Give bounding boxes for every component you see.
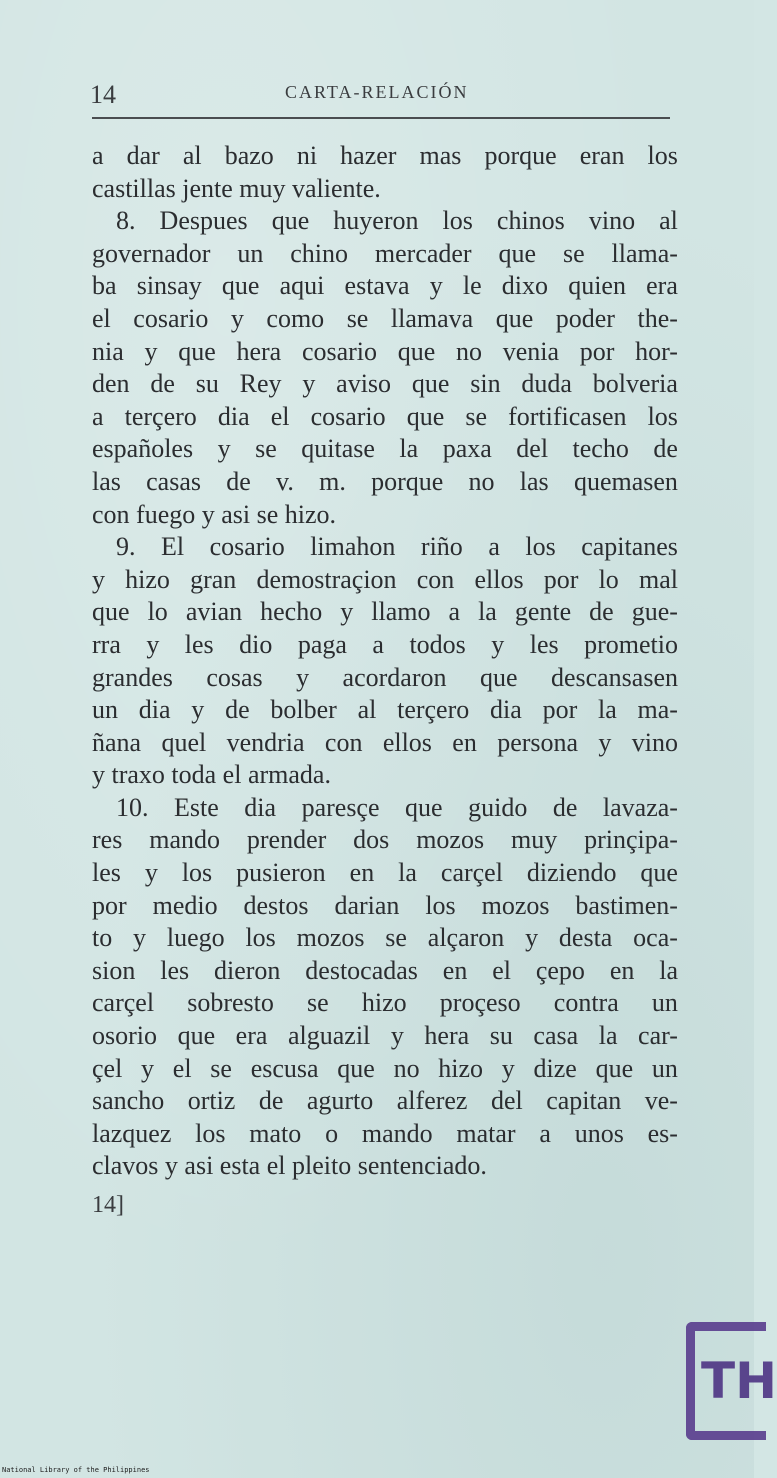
text-line: y traxo toda el armada. <box>92 760 331 790</box>
text-line: çel y el se escusa que no hizo y dize que un <box>92 1053 678 1083</box>
text-line: sion les dieron destocadas en el çepo en la <box>92 955 678 985</box>
text-line: a terçero dia el cosario que se fortificasen los <box>92 401 678 431</box>
text-line: les y los pusieron en la carçel diziendo que <box>92 858 678 888</box>
text-line: ba sinsay que aqui estava y le dixo quien era <box>92 271 678 301</box>
text-line: rra y les dio paga a todos y les prometio <box>92 629 678 659</box>
credit-line: National Library of the Philippines <box>2 1466 150 1474</box>
library-stamp <box>686 1322 777 1440</box>
text-line: osorio que era alguazil y hera su casa la car- <box>92 1021 678 1051</box>
text-line: a dar al bazo ni hazer mas porque eran los <box>92 141 678 170</box>
text-line: 8. Despues que huyeron los chinos vino al <box>116 206 678 236</box>
running-title: CARTA-RELACIÓN <box>285 82 469 102</box>
text-line: carçel sobresto se hizo proçeso contra un <box>92 988 678 1018</box>
text-line: por medio destos darian los mozos bastimen- <box>92 890 678 920</box>
text-line: clavos y asi esta el pleito sentenciado. <box>92 1151 487 1181</box>
text-line: que lo avian hecho y llamo a la gente de gue- <box>92 597 678 627</box>
page-number: 14 <box>90 80 116 109</box>
text-line: sancho ortiz de agurto alferez del capitan ve- <box>92 1086 678 1116</box>
text-line: y hizo gran demostraçion con ellos por lo mal <box>92 564 678 594</box>
text-line: governador un chino mercader que se llama- <box>92 238 678 268</box>
stamp-text: TH <box>701 1352 777 1410</box>
text-line: españoles y se quitase la paxa del techo de <box>92 434 678 464</box>
text-line: un dia y de bolber al terçero dia por la ma- <box>92 695 678 725</box>
text-line: lazquez los mato o mando matar a unos es- <box>92 1118 678 1148</box>
text-line: con fuego y asi se hizo. <box>92 499 337 529</box>
text-line: res mando prender dos mozos muy prinçipa- <box>92 825 678 855</box>
header-rule <box>92 117 670 119</box>
text-line: ñana quel vendria con ellos en persona y vino <box>92 727 678 757</box>
body-text <box>92 140 678 1183</box>
text-line: to y luego los mozos se alçaron y desta oca- <box>92 923 678 953</box>
text-line: 9. El cosario limahon riño a los capitanes <box>116 532 678 562</box>
text-line: nia y que hera cosario que no venia por hor- <box>92 336 678 366</box>
text-line: el cosario y como se llamava que poder the- <box>92 303 678 333</box>
text-line: den de su Rey y aviso que sin duda bolveria <box>92 369 678 399</box>
page-header <box>90 76 670 112</box>
text-line: 10. Este dia paresçe que guido de lavaza- <box>116 792 678 822</box>
signature-mark: 14] <box>92 1192 124 1218</box>
text-line: grandes cosas y acordaron que descansasen <box>92 662 678 692</box>
text-line: castillas jente muy valiente. <box>92 173 381 203</box>
text-line: las casas de v. m. porque no las quemasen <box>92 466 678 496</box>
